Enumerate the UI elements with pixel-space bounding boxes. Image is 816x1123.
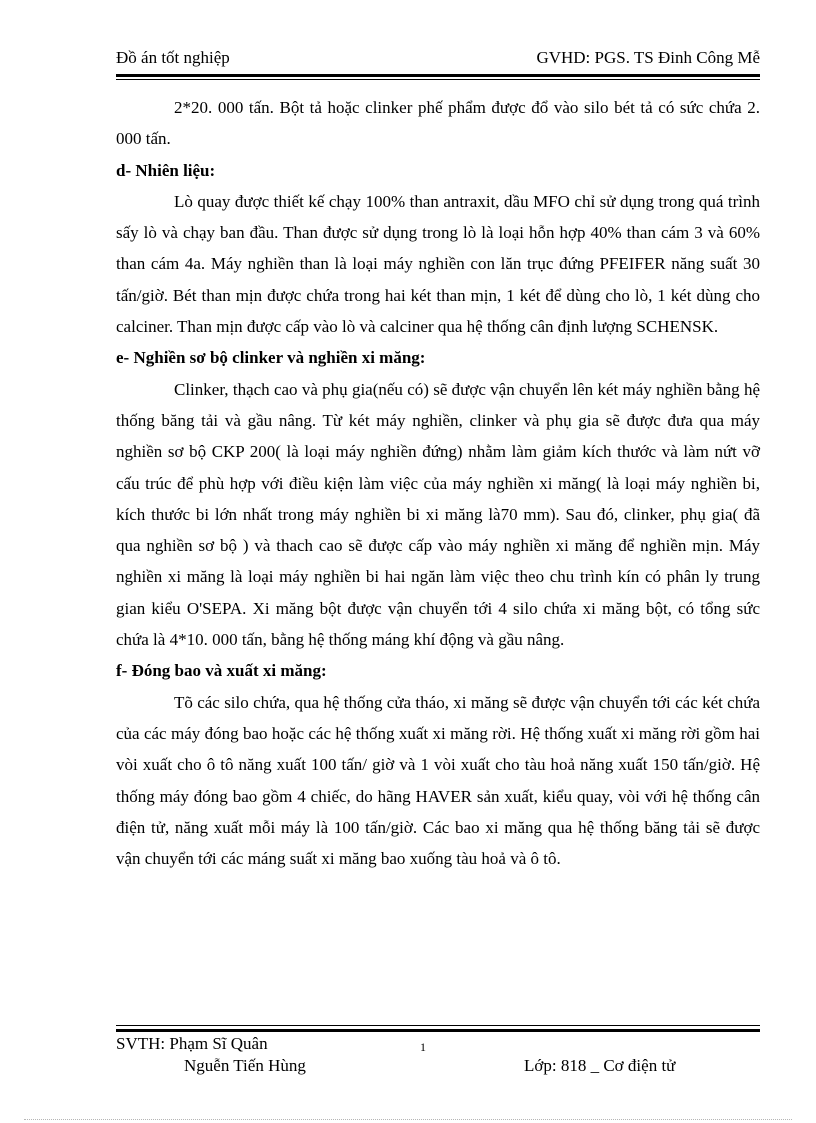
footer-rule-thin (116, 1025, 760, 1026)
document-body (116, 92, 760, 874)
footer-student-1: SVTH: Phạm Sĩ Quân (116, 1034, 268, 1053)
paragraph-grinding: Clinker, thạch cao và phụ gia(nếu có) sẽ được vận chuyển lên két máy nghiền bằng hệ thống băng tải và gầu nâng. Từ két máy nghiền, clinker và phụ gia sẽ được đưa qua máy nghiền sơ bộ CKP 200( là loại máy nghiền đứng) nhằm làm giảm kích thước và làm nứt vỡ cấu trúc để phù hợp với điều kiện làm việc của máy nghiền xi măng( là loại máy nghiền bi, kích thước bi lớn nhất trong máy nghiền bi xi măng là70 mm). Sau đó, clinker, phụ gia( đã qua nghiền sơ bộ ) và thach cao sẽ được cấp vào máy nghiền xi măng để nghiền mịn. Máy nghiền xi măng là loại máy nghiền bi hai ngăn làm việc theo chu trình kín có phân ly trung gian kiểu O'SEPA. Xi măng bột được vận chuyển tới 4 silo chứa xi măng bột, có tổng sức chứa là 4*10. 000 tấn, bằng hệ thống máng khí động và gầu nâng. (116, 379, 760, 650)
section-heading-e: e- Nghiền sơ bộ clinker và nghiền xi măng: (116, 348, 426, 368)
header-rule-thick (116, 74, 760, 77)
paragraph-continuation: 2*20. 000 tấn. Bột tả hoặc clinker phế phẩm được đổ vào silo bét tả có sức chứa 2. 000 tấn. (116, 98, 760, 149)
header-advisor: GVHD: PGS. TS Đinh Công Mễ (536, 48, 760, 67)
header-rule-thin (116, 79, 760, 80)
page-header (116, 48, 760, 72)
paragraph-fuel: Lò quay được thiết kế chạy 100% than antraxit, dầu MFO chỉ sử dụng trong quá trình sấy lò và chạy ban đầu. Than được sử dụng trong lò là loại hỗn hợp 40% than cám 3 và 60% than cám 4a. Máy nghiền than là loại máy nghiền con lăn trục đứng PFEIFER năng suất 30 tấn/giờ. Bét than mịn được chứa trong hai két than mịn, 1 két để dùng cho lò, 1 két dùng cho calciner. Than mịn được cấp vào lò và calciner qua hệ thống cân định lượng SCHENSK. (116, 191, 760, 337)
paragraph-packing: Tõ các silo chứa, qua hệ thống cửa tháo, xi măng sẽ được vận chuyển tới các két chứa của các máy đóng bao hoặc các hệ thống xuất xi măng rời. Hệ thống xuất xi măng rời gồm hai vòi xuất cho ô tô năng xuất 100 tấn/ giờ và 1 vòi xuất cho tàu hoả năng xuất 150 tấn/giờ. Hệ thống máy đóng bao gồm 4 chiếc, do hãng HAVER sản xuất, kiểu quay, vòi với hệ thống cân điện tử, năng xuất mỗi máy là 100 tấn/giờ. Các bao xi măng qua hệ thống băng tải sẽ được vận chuyển tới các máng suất xi măng bao xuống tàu hoả và ô tô. (116, 692, 760, 869)
footer-rule-thick (116, 1029, 760, 1032)
footer-student-2: Nguễn Tiến Hùng (184, 1056, 306, 1075)
footer-class: Lớp: 818 _ Cơ điện tử (524, 1056, 676, 1075)
section-heading-d: d- Nhiên liệu: (116, 160, 216, 180)
section-heading-f: f- Đóng bao và xuất xi măng: (116, 661, 327, 681)
header-title: Đồ án tốt nghiệp (116, 48, 230, 67)
page-bottom-dotted-line (24, 1119, 792, 1120)
page-number: 1 (420, 1040, 426, 1054)
